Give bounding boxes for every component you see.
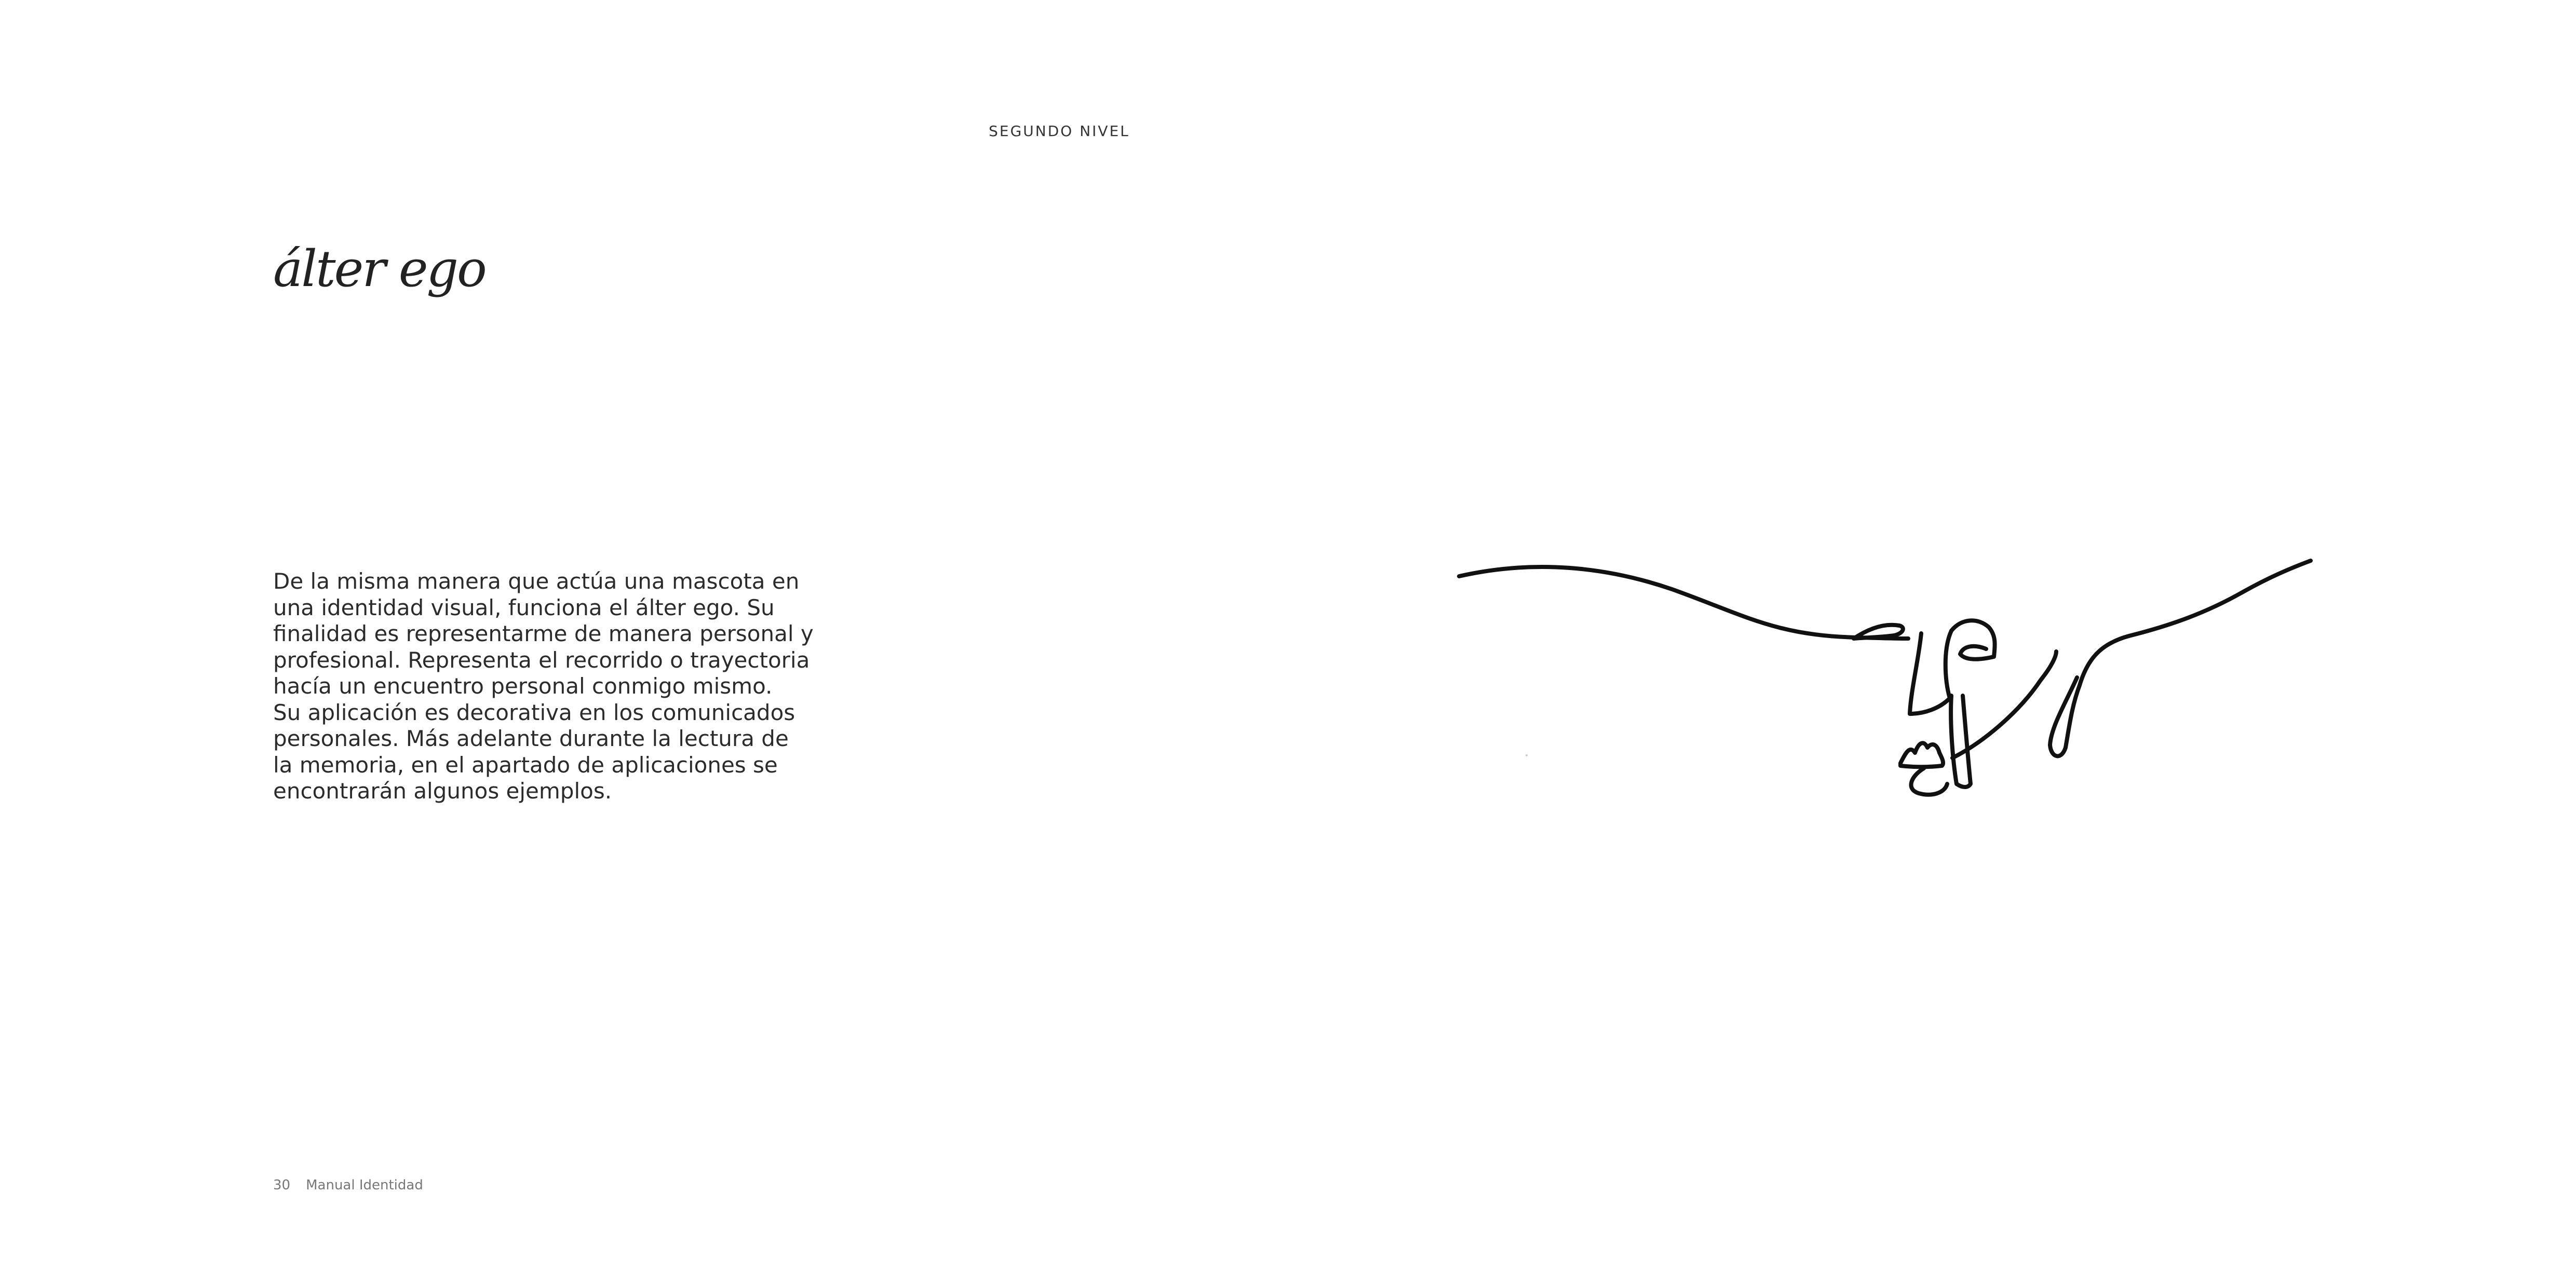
page-title: álter ego	[273, 240, 485, 298]
speck-mark	[1526, 754, 1528, 756]
crown-stroke	[1900, 743, 1943, 767]
section-label: SEGUNDO NIVEL	[989, 123, 1130, 140]
diagonal-stroke-two	[2050, 677, 2080, 756]
left-wing-stroke	[1459, 567, 1908, 639]
figure-loop-stroke	[1951, 696, 1971, 787]
document-title: Manual Identidad	[306, 1177, 423, 1193]
base-loop-stroke	[1911, 768, 1947, 795]
right-wing-stroke	[2080, 561, 2311, 685]
body-paragraph: De la misma manera que actúa una mascota en una identidad visual, funciona el álter ego. Su finalidad es representarme de manera personal y profesional. Representa el recorrido o trayectoria hacía un encuentro personal conmigo mismo. Su aplicación es decorativa en los comunicados personales. Más adelante durante la lectura de la memoria, en el apartado de aplicaciones se encontrarán algunos ejemplos.	[273, 568, 814, 804]
page-number: 30	[273, 1177, 291, 1193]
center-hook-stroke	[1854, 625, 1903, 639]
page-footer	[273, 1177, 423, 1193]
alter-ego-line-drawing	[1454, 540, 2337, 841]
